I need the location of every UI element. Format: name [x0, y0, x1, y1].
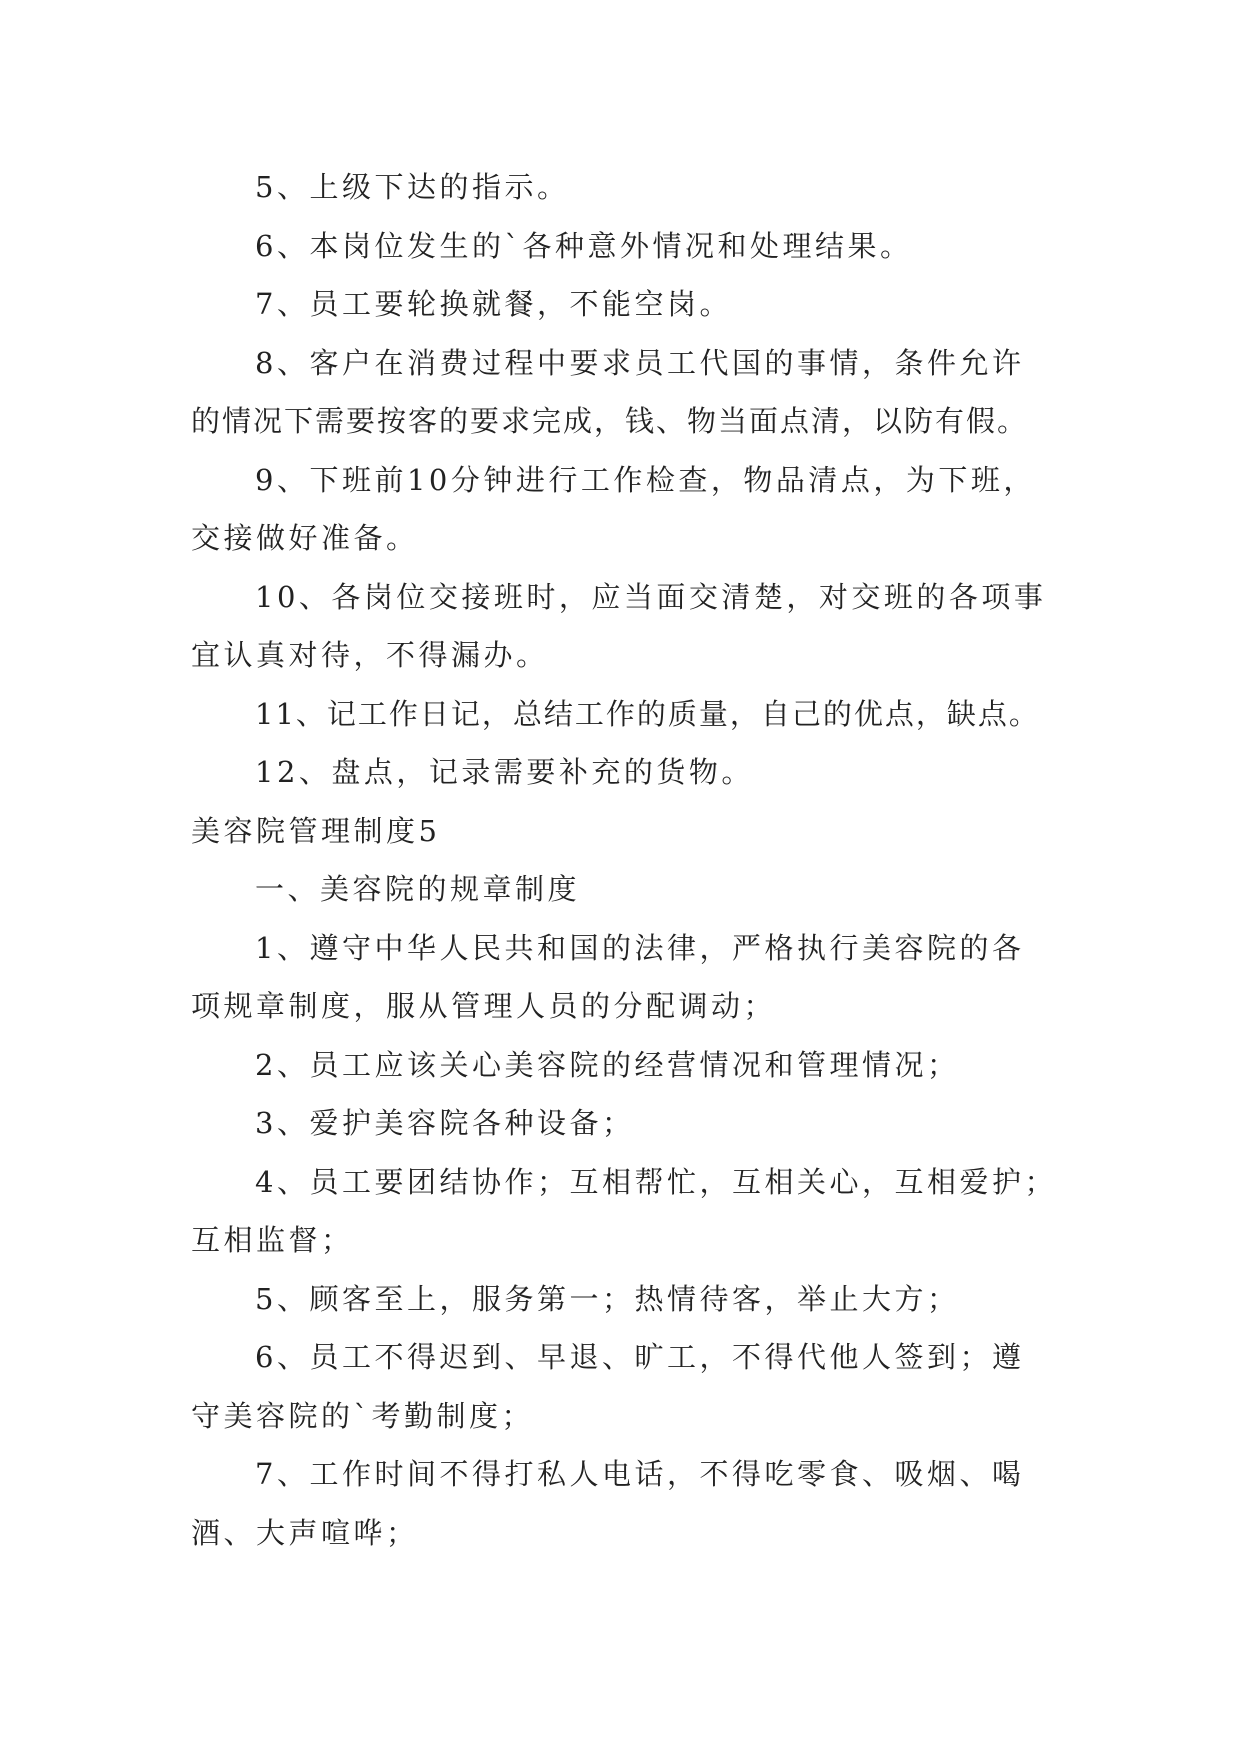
- text-line: 12、盘点，记录需要补充的货物。: [255, 755, 754, 789]
- text-line: 9、下班前10分钟进行工作检查，物品清点，为下班，: [255, 462, 1036, 497]
- text-line: 5、上级下达的指示。: [255, 170, 570, 204]
- document-body: [191, 158, 1071, 1562]
- text-line: 1、遵守中华人民共和国的法律，严格执行美容院的各: [255, 930, 1025, 965]
- text-line: 的情况下需要按客的要求完成，钱、物当面点清，以防有假。: [191, 404, 1029, 438]
- text-line: 11、记工作日记，总结工作的质量，自己的优点，缺点。: [255, 696, 1040, 731]
- text-line: 项规章制度，服从管理人员的分配调动；: [191, 989, 777, 1023]
- text-line: 2、员工应该关心美容院的经营情况和管理情况；: [255, 1047, 960, 1082]
- text-line: 酒、大声喧哗；: [191, 1515, 419, 1550]
- text-line: 6、员工不得迟到、早退、旷工，不得代他人签到；遵: [255, 1340, 1025, 1374]
- subsection-heading: 一、美容院的规章制度: [255, 872, 581, 906]
- text-line: 7、工作时间不得打私人电话，不得吃零食、吸烟、喝: [255, 1457, 1025, 1491]
- text-line: 3、爱护美容院各种设备；: [255, 1106, 635, 1140]
- text-line: 4、员工要团结协作；互相帮忙，互相关心，互相爱护；: [255, 1164, 1057, 1199]
- text-line: 守美容院的`考勤制度；: [191, 1398, 535, 1433]
- text-line: 7、员工要轮换就餐，不能空岗。: [255, 287, 732, 321]
- text-line: 6、本岗位发生的`各种意外情况和处理结果。: [255, 228, 913, 263]
- text-line: 8、客户在消费过程中要求员工代国的事情，条件允许: [255, 345, 1025, 380]
- text-line: 宜认真对待，不得漏办。: [191, 638, 549, 672]
- text-line: 5、顾客至上，服务第一；热情待客，举止大方；: [255, 1281, 960, 1316]
- text-line: 互相监督；: [191, 1223, 354, 1257]
- text-line: 10、各岗位交接班时，应当面交清楚，对交班的各项事: [255, 579, 1047, 614]
- section-heading: 美容院管理制度5: [191, 813, 441, 848]
- text-line: 交接做好准备。: [191, 521, 419, 555]
